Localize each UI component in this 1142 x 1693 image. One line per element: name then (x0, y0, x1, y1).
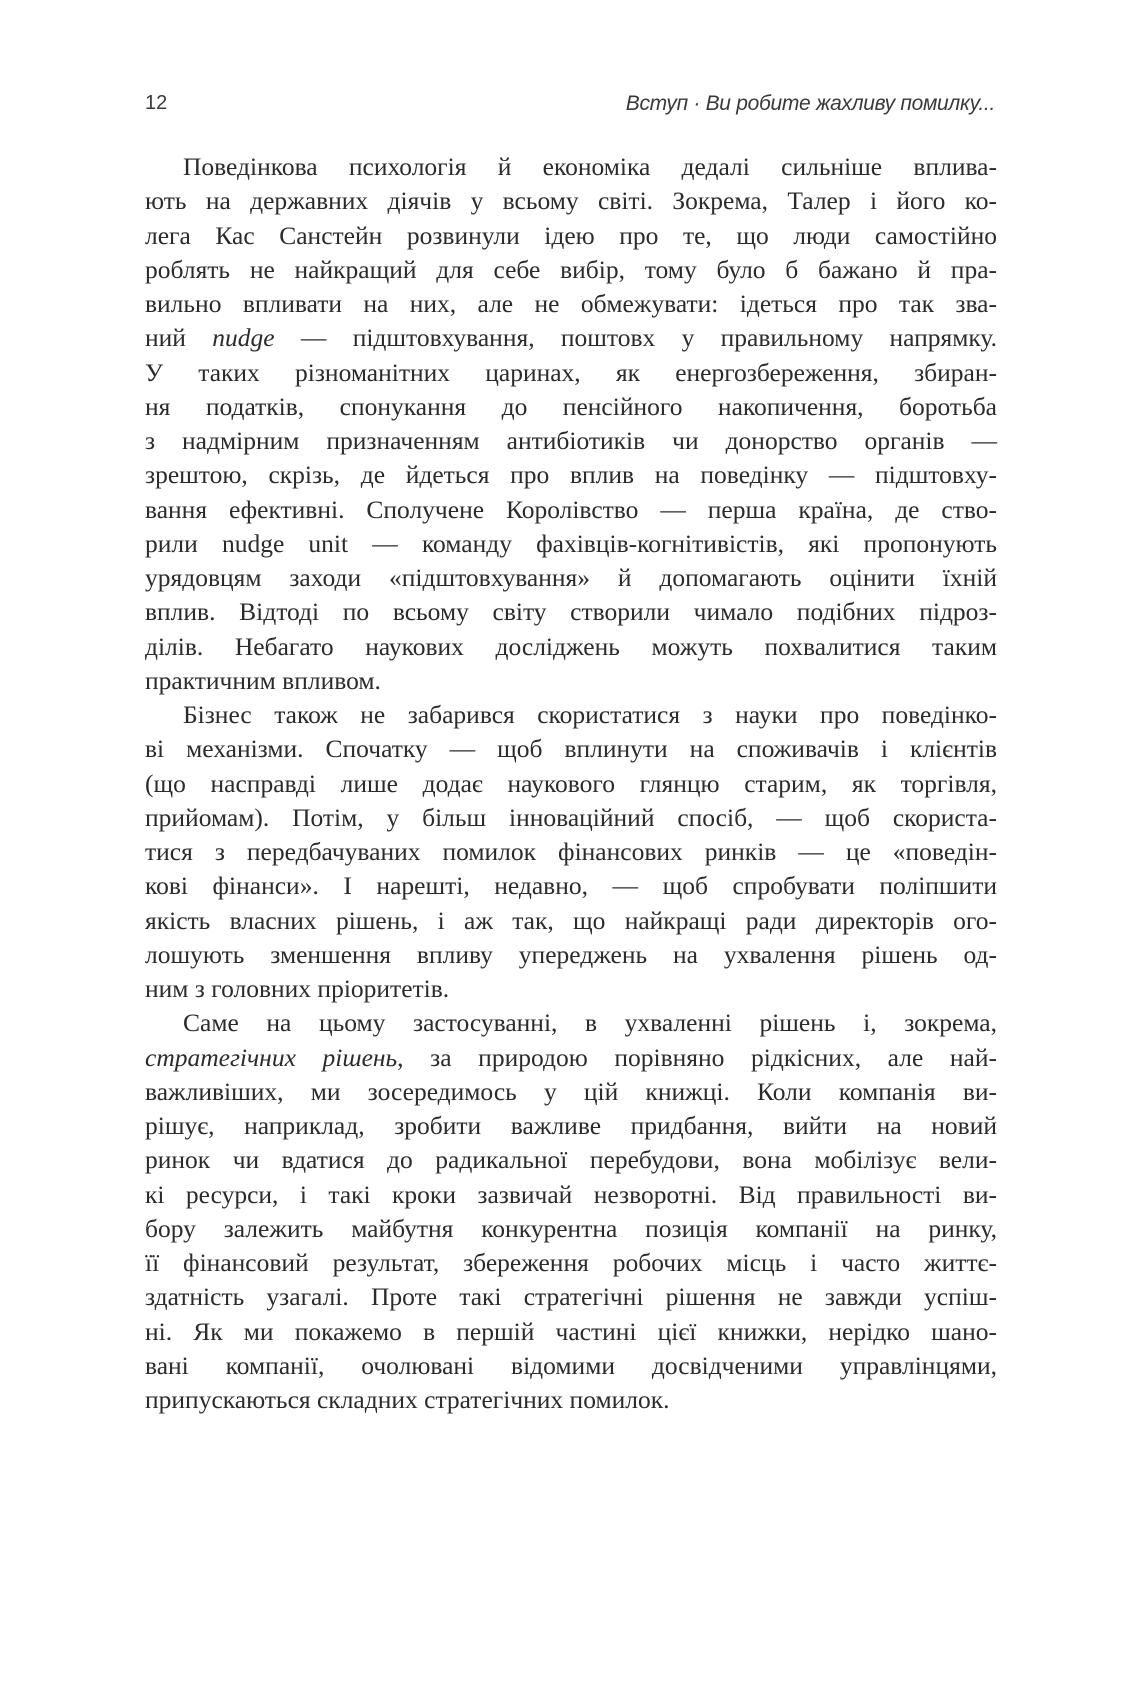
text-line: кові фінанси». І нарешті, недавно, — щоб спробувати поліпшити (145, 871, 997, 901)
text-line: з надмірним призначенням антибіотиків чи донорство органів — (145, 426, 997, 455)
text-segment: , за природою порівняно рідкісних, але най- (397, 1042, 997, 1072)
text-line: (що насправді лише додає наукового глянцю старим, як торгівля, (145, 768, 997, 798)
text-line: практичним впливом. (145, 665, 381, 695)
text-line: її фінансовий результат, збереження робочих місць і часто життє- (145, 1248, 997, 1277)
text-line: лега Кас Санстейн розвинули ідею про те, що люди самостійно (145, 220, 997, 250)
text-line: рили nudge unit — команду фахівців-когнітивістів, які пропонують (145, 528, 997, 558)
text-line: урядовцям заходи «підштовхування» й допомагають оцінити їхній (145, 563, 997, 592)
text-line: Саме на цьому застосуванні, в ухваленні рішень і, зокрема, (183, 1008, 997, 1038)
text-line: ня податків, спонукання до пенсійного накопичення, боротьба (145, 391, 997, 421)
page-number: 12 (145, 92, 168, 114)
chapter-title: Вступ · Ви робите жахливу помилку... (625, 92, 995, 115)
text-line: ві механізми. Спочатку — щоб вплинути на споживачів і клієнтів (145, 734, 997, 764)
text-line: вильно впливати на них, але не обмежувати: ідеться про так зва- (145, 289, 997, 318)
text-line: важливіших, ми зосередимось у цій книжці. Коли компанія ви- (145, 1076, 997, 1106)
italic-term-nudge: nudge (212, 323, 275, 353)
text-line (145, 321, 997, 355)
text-segment: — підштовхування, поштовх у правильному напрямку. (274, 323, 997, 353)
text-line: роблять не найкращий для себе вибір, тому було б бажано й пра- (145, 254, 997, 284)
text-line: ним з головних пріоритетів. (145, 974, 450, 1003)
text-line: зрештою, скрізь, де йдеться про вплив на поведінку — підштовху- (145, 460, 997, 490)
text-line: ділів. Небагато наукових досліджень можуть похвалитися таким (145, 631, 997, 661)
body-text (145, 150, 997, 1417)
text-line: рішує, наприклад, зробити важливе придбання, вийти на новий (145, 1111, 997, 1140)
text-line: здатність узагалі. Проте такі стратегічні рішення не завжди успіш- (145, 1282, 997, 1312)
text-line: Поведінкова психологія й економіка дедалі сильніше вплива- (183, 152, 997, 181)
text-line: вплив. Відтоді по всьому світу створили чимало подібних підроз- (145, 597, 997, 627)
text-line: Бізнес також не забарився скористатися з науки про поведінко- (183, 700, 997, 729)
paragraph-1 (145, 150, 997, 698)
text-line: бору залежить майбутня конкурентна позиція компанії на ринку, (145, 1213, 997, 1243)
paragraph-3 (145, 1006, 997, 1417)
running-head (145, 92, 995, 122)
text-line: У таких різноманітних царинах, як енергозбереження, збиран- (145, 357, 997, 387)
text-line: тися з передбачуваних помилок фінансових ринків — це «поведін- (145, 837, 997, 866)
text-line: ні. Як ми покажемо в першій частині цієї книжки, нерідко шано- (145, 1316, 997, 1346)
text-segment: ний (145, 323, 213, 353)
text-line: вання ефективні. Сполучене Королівство — перша країна, де ство- (145, 494, 997, 524)
text-line: ють на державних діячів у всьому світі. Зокрема, Талер і його ко- (145, 186, 997, 216)
text-line: лошують зменшення впливу упереджень на ухвалення рішень од- (145, 939, 997, 969)
text-line (145, 1041, 997, 1075)
text-line: якість власних рішень, і аж так, що найкращі ради директорів ого- (145, 905, 997, 935)
paragraph-2 (145, 698, 997, 1006)
text-line: вані компанії, очолювані відомими досвідченими управлінцями, (145, 1350, 997, 1380)
text-line: кі ресурси, і такі кроки зазвичай незворотні. Від правильності ви- (145, 1179, 997, 1209)
text-line: припускаються складних стратегічних помилок. (145, 1385, 670, 1414)
text-line: прийомам). Потім, у більш інноваційний спосіб, — щоб скориста- (145, 802, 997, 832)
text-line: ринок чи вдатися до радикальної перебудови, вона мобілізує вели- (145, 1145, 997, 1175)
italic-term-strategic-decisions: стратегічних рішень (145, 1042, 398, 1072)
